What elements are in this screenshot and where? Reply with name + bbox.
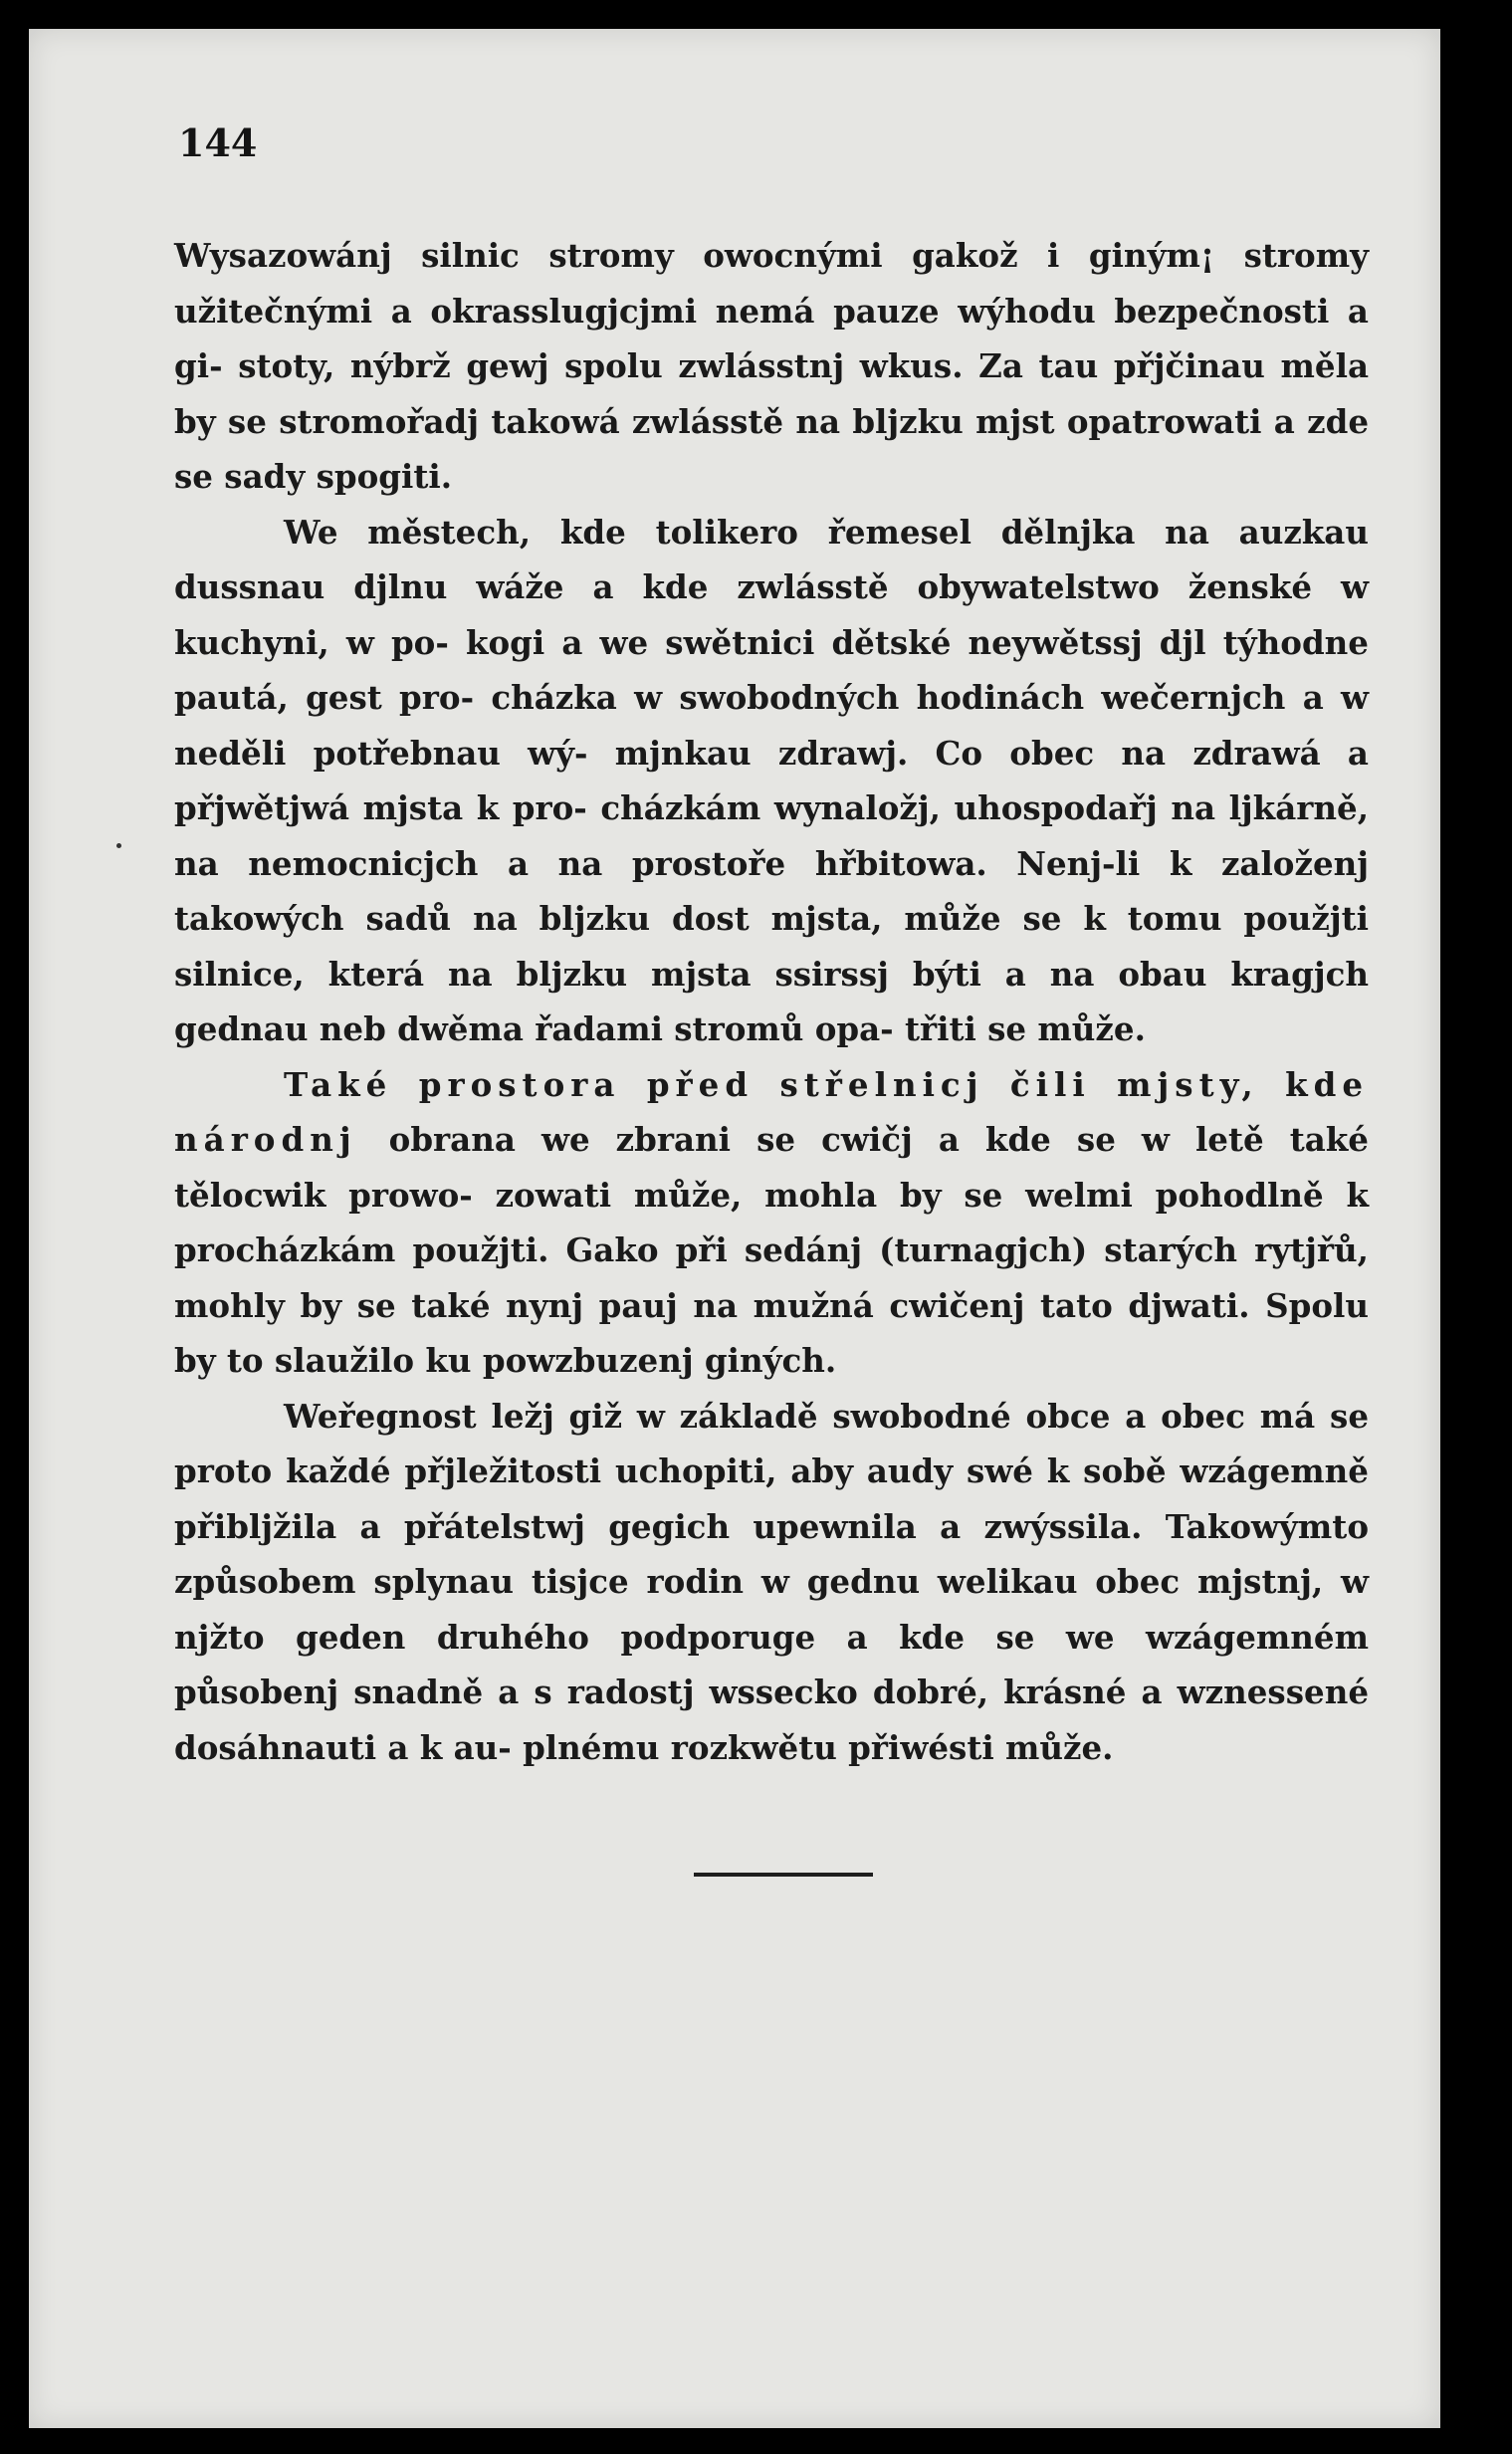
text-line: třiti se může. bbox=[904, 1009, 1146, 1048]
text-line: plnému rozkwětu přiwésti může. bbox=[523, 1727, 1114, 1767]
text-line: mjsta, může se k tomu použjti silnice, která na bljzku mjsta ssirssj bbox=[174, 899, 1369, 994]
paragraph-shooting-range bbox=[174, 1057, 1369, 1389]
text-line: mjnkau zdrawj. Co obec na zdrawá a přjwětjwá mjsta k pro- bbox=[174, 733, 1369, 827]
text-line: geden druhého podporuge a kde se we wzágemném působenj snadně bbox=[174, 1617, 1369, 1711]
text-line: sady spogiti. bbox=[224, 457, 453, 496]
text-line: djlnu wáže a kde zwlásstě obywatelstwo ženské w kuchyni, w po- bbox=[174, 567, 1369, 662]
text-line: proto každé přjležitosti uchopiti, aby audy swé k sobě wzágemně bbox=[174, 1451, 1369, 1490]
text-line: cházka w swobodných hodinách wečernjch a w neděli potřebnau wý- bbox=[174, 678, 1369, 773]
paragraph-roadside-trees bbox=[174, 228, 1369, 505]
page-body bbox=[174, 228, 1369, 1775]
text-line: obrana we zbrani se cwičj a kde se w letě také tělocwik prowo- bbox=[174, 1120, 1369, 1215]
text-line: přibljžila a přátelstwj gegich upewnila a zwýssila. Takowýmto bbox=[174, 1506, 1369, 1546]
text-line: prostoře hřbitowa. Nenj-li k založenj takowých sadů na bljzku dost bbox=[174, 843, 1370, 938]
text-line: býti a na obau kragjch gednau neb dwěma řadami stromů opa- bbox=[174, 954, 1369, 1048]
book-page bbox=[29, 29, 1440, 2428]
paragraph-city-walks bbox=[174, 505, 1369, 1057]
text-line: a s radostj wssecko dobré, krásné a wznessené dosáhnauti a k au- bbox=[174, 1673, 1369, 1767]
text-line: způsobem splynau tisjce rodin w gednu welikau obec mjstnj, w njžto bbox=[174, 1562, 1369, 1657]
text-line: stoty, nýbrž gewj spolu zwlásstnj wkus. Za tau přjčinau měla by bbox=[174, 346, 1370, 441]
text-line: zowati může, mohla by se welmi pohodlně k procházkám použjti. bbox=[174, 1175, 1369, 1269]
text-line: Wysazowánj silnic stromy owocnými gakož i giným¡ stromy bbox=[174, 236, 1369, 275]
text-line: kogi a we swětnici dětské neywětssj djl týhodne pautá, gest pro- bbox=[174, 622, 1369, 717]
page-number: 144 bbox=[178, 120, 258, 165]
text-line: se stromořadj takowá zwlásstě na bljzku mjst opatrowati a zde se bbox=[174, 401, 1369, 496]
text-line: Weřegnost ležj giž w základě swobodné obce a obec má se bbox=[284, 1396, 1369, 1436]
paragraph-publicity bbox=[174, 1389, 1369, 1776]
text-line: We městech, kde tolikero řemesel dělnjka na auzkau dussnau bbox=[174, 512, 1369, 606]
text-line: užitečnými a okrasslugjcjmi nemá pauze wýhodu bezpečnosti a gi- bbox=[174, 291, 1369, 385]
text-line: cházkám wynaložj, uhospodařj na ljkárně, na nemocnicjch a na bbox=[174, 788, 1370, 883]
text-line: Také prostora před střelnicj čili mjsty, kde národnj bbox=[174, 1064, 1369, 1159]
margin-speck bbox=[116, 843, 121, 848]
section-end-rule bbox=[694, 1873, 873, 1877]
text-line: powzbuzenj giných. bbox=[482, 1341, 837, 1380]
text-line: Gako při sedánj (turnagjch) starých rytjřů, mohly by se také nynj bbox=[174, 1230, 1369, 1325]
text-line: pauj na mužná cwičenj tato djwati. Spolu by to slaužilo ku bbox=[174, 1285, 1369, 1380]
